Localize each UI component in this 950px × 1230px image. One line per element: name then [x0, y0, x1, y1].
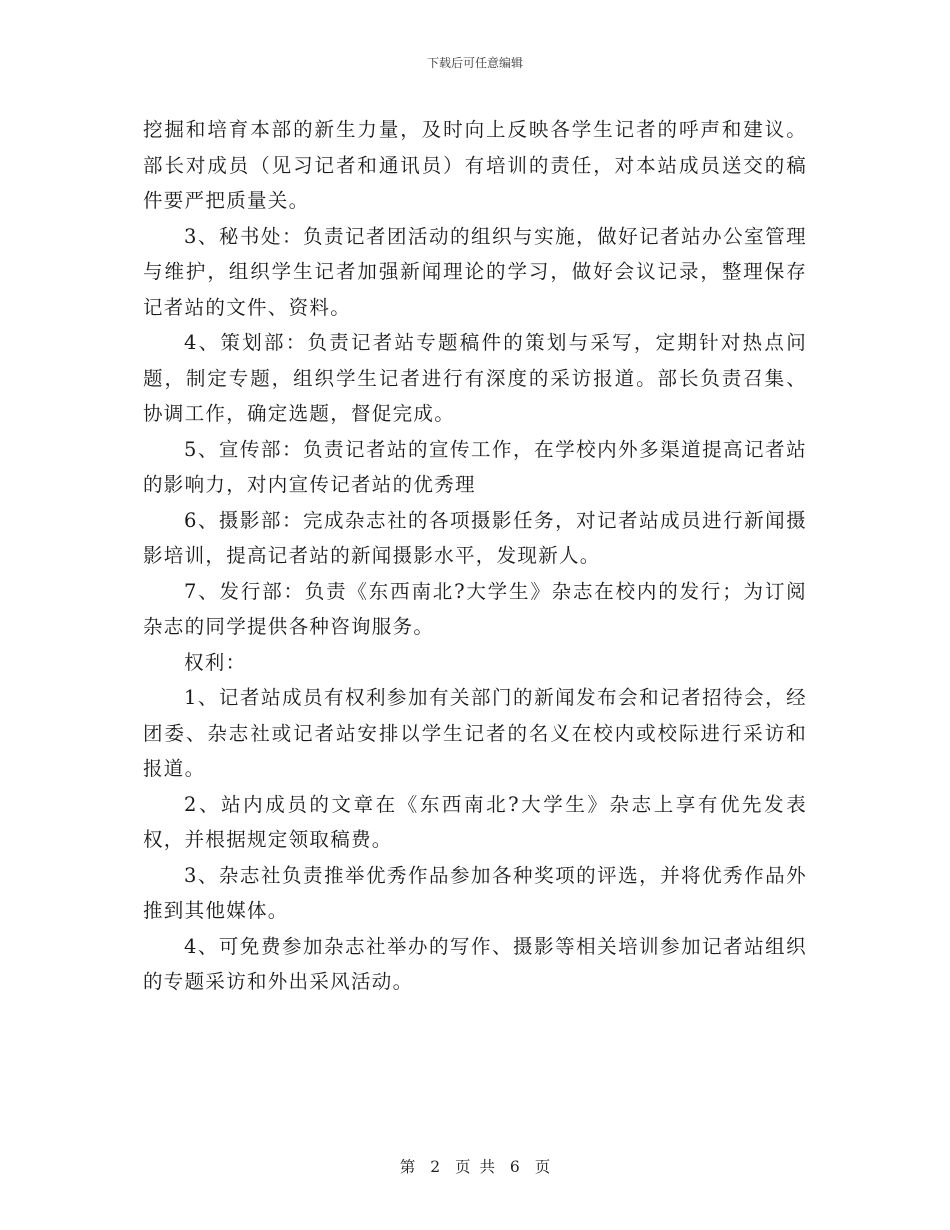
footer-page-number: 2: [430, 1158, 441, 1176]
paragraph-right-1: 1、记者站成员有权利参加有关部门的新闻发布会和记者招待会，经团委、杂志社或记者站安排以学生记者的名义在校内或校际进行采访和报道。: [143, 686, 807, 780]
paragraph-right-3: 3、杂志社负责推举优秀作品参加各种奖项的评选，并将优秀作品外推到其他媒体。: [143, 863, 807, 922]
page-header: 下载后可任意编辑: [426, 56, 523, 70]
paragraph-continuation: 挖掘和培育本部的新生力量，及时向上反映各学生记者的呼声和建议。部长对成员（见习记者和通讯员）有培训的责任，对本站成员送交的稿件要严把质量关。: [143, 118, 807, 212]
footer-prefix: 第: [399, 1158, 416, 1176]
paragraph-right-4: 4、可免费参加杂志社举办的写作、摄影等相关培训参加记者站组织的专题采访和外出采风活动。: [143, 934, 807, 993]
footer-suffix: 页: [534, 1158, 551, 1176]
page-footer: [0, 1155, 950, 1177]
paragraph-secretariat: 3、秘书处：负责记者团活动的组织与实施，做好记者站办公室管理与维护，组织学生记者加强新闻理论的学习，做好会议记录，整理保存记者站的文件、资料。: [143, 224, 807, 319]
paragraph-distribution: 7、发行部：负责《东西南北?大学生》杂志在校内的发行；为订阅杂志的同学提供各种咨询服务。: [143, 579, 807, 638]
paragraph-right-2: 2、站内成员的文章在《东西南北?大学生》杂志上享有优先发表权，并根据规定领取稿费。: [143, 792, 807, 851]
document-body: [143, 112, 807, 1000]
footer-middle: 页 共: [455, 1158, 495, 1176]
paragraph-publicity: 5、宣传部：负责记者站的宣传工作，在学校内外多渠道提高记者站的影响力，对内宣传记者站的优秀理: [143, 437, 807, 496]
paragraph-planning: 4、策划部：负责记者站专题稿件的策划与采写，定期针对热点问题，制定专题，组织学生记者进行有深度的采访报道。部长负责召集、协调工作，确定选题，督促完成。: [143, 331, 807, 425]
paragraph-photography: 6、摄影部：完成杂志社的各项摄影任务，对记者站成员进行新闻摄影培训，提高记者站的新闻摄影水平，发现新人。: [143, 508, 807, 567]
footer-total-pages: 6: [509, 1158, 520, 1176]
section-heading-rights: 权利：: [184, 650, 247, 674]
